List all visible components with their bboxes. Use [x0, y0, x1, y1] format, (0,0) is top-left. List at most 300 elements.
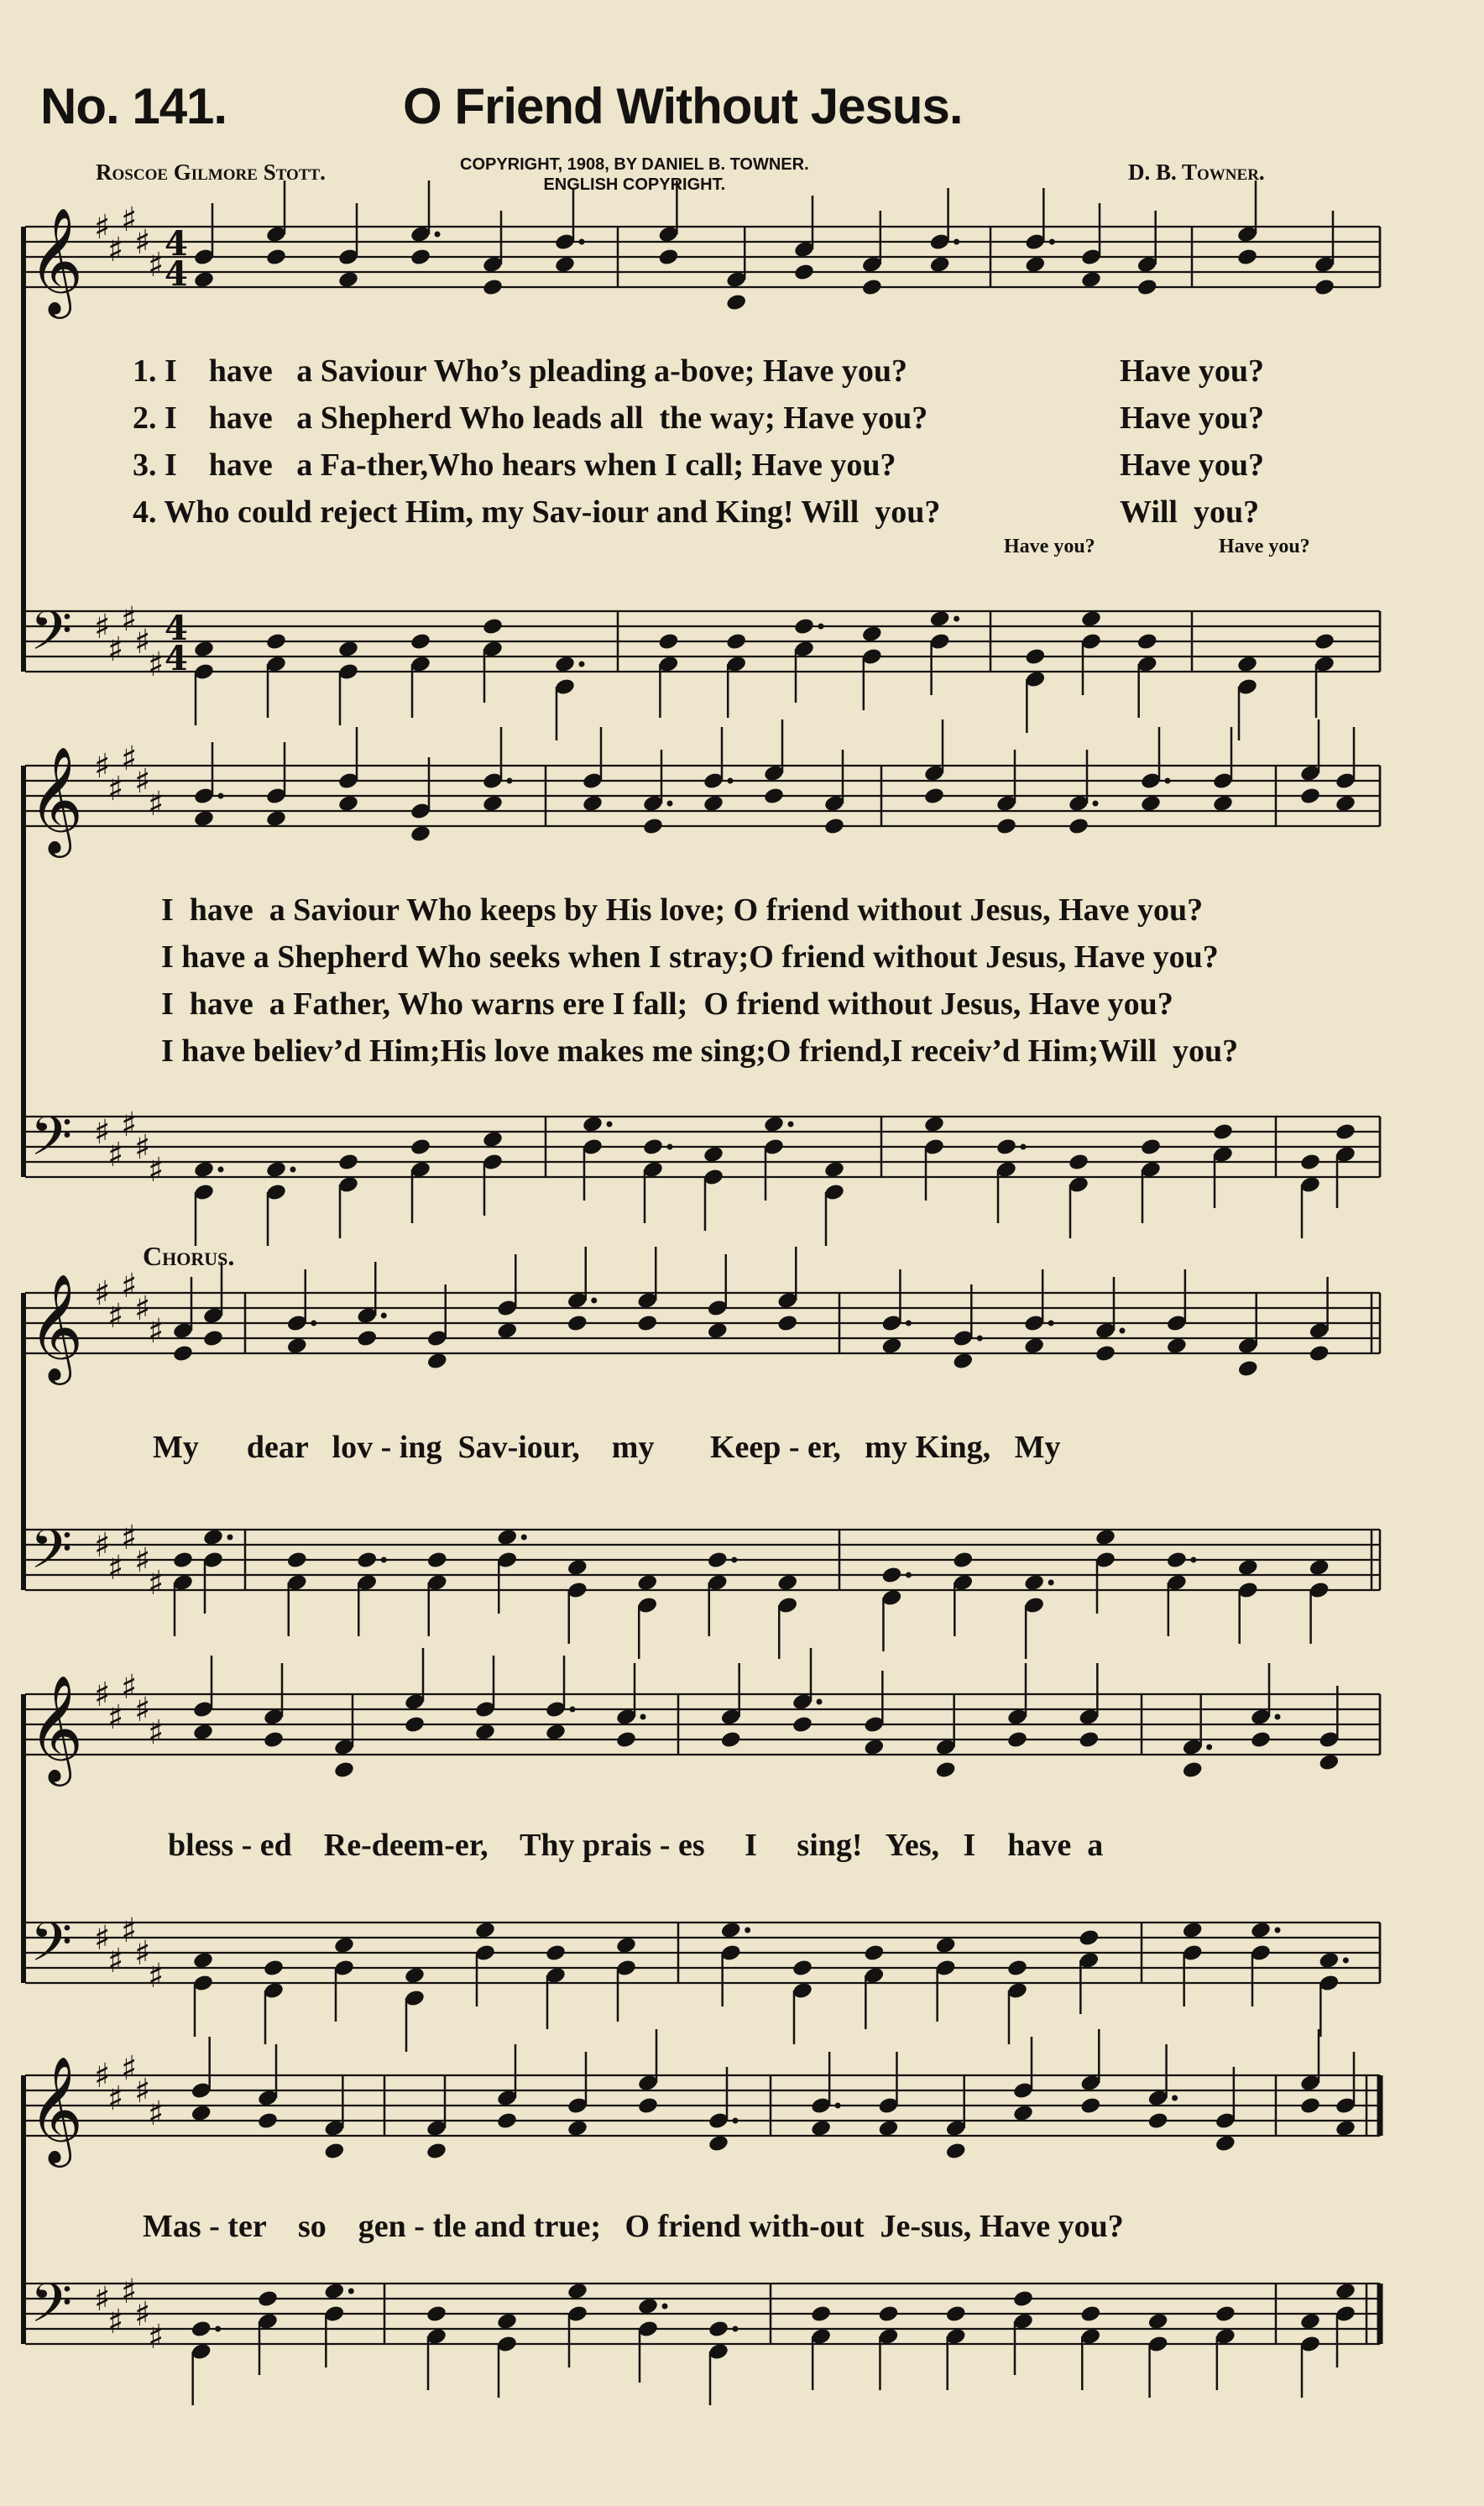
note-head [703, 794, 724, 814]
note-head [863, 1738, 885, 1757]
sharp-icon: ♯ [121, 1519, 138, 1557]
note-head [554, 655, 576, 674]
sharp-icon: ♯ [148, 2318, 165, 2357]
note-head [1299, 1153, 1321, 1172]
note-head [482, 617, 504, 636]
note-head [1299, 2312, 1321, 2331]
sharp-icon: ♯ [107, 2080, 124, 2118]
note-head [191, 2320, 212, 2339]
note-head [637, 2297, 659, 2316]
note-head [1250, 1730, 1272, 1750]
note-head [337, 270, 359, 290]
dot [215, 2326, 221, 2332]
sharp-icon: ♯ [148, 1713, 165, 1752]
dot [1172, 2095, 1178, 2101]
note-head [1079, 2305, 1101, 2324]
verse-4-line-b: I have believ’d Him;His love makes me sing;O friend,I receiv’d Him;Will you? [161, 1033, 1239, 1069]
note-head [1080, 609, 1102, 629]
dot [521, 1535, 527, 1541]
note-head [776, 1314, 798, 1333]
hymn-number: No. 141. [40, 78, 227, 134]
note-head [202, 1528, 224, 1547]
sharp-icon: ♯ [107, 1942, 124, 1980]
note-head [1095, 1528, 1116, 1547]
note-head [793, 617, 815, 636]
sharp-icon: ♯ [94, 608, 111, 646]
note-head [410, 632, 431, 651]
dot [1206, 1745, 1212, 1750]
verse-2-line-a: 2. I have a Shepherd Who leads all the way; Have you? [133, 400, 928, 436]
note-head [703, 1145, 724, 1164]
note-head [337, 640, 359, 659]
time-signature-bottom: 4 [165, 254, 188, 294]
note-head [337, 794, 359, 814]
verse-3-line-b: I have a Father, Who warns ere I fall; O friend without Jesus, Have you? [161, 986, 1173, 1022]
note-head [720, 1921, 742, 1940]
dot [906, 1321, 912, 1326]
dot [435, 232, 441, 238]
note-head [792, 1715, 813, 1734]
note-head [567, 1558, 588, 1577]
bass-clef-icon: 𝄢 [30, 1106, 73, 1181]
verse-4-line-a: 4. Who could reject Him, my Sav-iour and King! Will you? [133, 494, 941, 530]
sharp-icon: ♯ [107, 231, 124, 269]
note-head [1068, 1153, 1089, 1172]
note-head [823, 1160, 845, 1180]
sharp-icon: ♯ [107, 770, 124, 808]
time-signature-top: 4 [165, 609, 188, 648]
note-head [708, 2134, 729, 2153]
sharp-icon: ♯ [148, 785, 165, 824]
note-head [776, 1573, 798, 1593]
note-head [995, 1138, 1017, 1157]
verse-1-tail: Have you? [1120, 353, 1265, 389]
dot [1049, 239, 1055, 245]
note-head [337, 1153, 359, 1172]
dot [381, 1313, 387, 1319]
dot [1165, 778, 1171, 784]
note-head [1140, 794, 1162, 814]
note-head [636, 1573, 658, 1593]
note-head [323, 2282, 345, 2301]
note-head [257, 2289, 279, 2309]
note-head [482, 1130, 504, 1149]
note-head [265, 1160, 287, 1180]
note-head [1314, 632, 1335, 651]
note-head [1068, 817, 1089, 836]
note-head [333, 1936, 355, 1955]
note-head [1080, 270, 1102, 290]
note-head [474, 1921, 496, 1940]
dot [906, 1572, 912, 1578]
note-head [1006, 1730, 1028, 1750]
note-head [1299, 787, 1321, 806]
sharp-icon: ♯ [148, 1312, 165, 1351]
sharp-icon: ♯ [134, 1934, 151, 1973]
note-head [263, 1730, 285, 1750]
note-head [1078, 1928, 1100, 1948]
note-head [482, 278, 504, 297]
note-head [1182, 1760, 1204, 1780]
note-head [1335, 2119, 1356, 2138]
dot [835, 2103, 841, 2109]
note-head [202, 1329, 224, 1348]
dot [591, 1298, 597, 1304]
note-head [257, 2111, 279, 2131]
dot [381, 1557, 387, 1563]
note-head [1182, 1921, 1204, 1940]
note-head [426, 1551, 448, 1570]
note-head [172, 1344, 194, 1363]
note-head [793, 263, 815, 282]
sharp-icon: ♯ [121, 1668, 138, 1707]
note-head [1215, 2305, 1236, 2324]
note-head [265, 248, 287, 267]
note-head [1237, 1558, 1259, 1577]
dot [1275, 1928, 1281, 1933]
note-head [636, 1314, 658, 1333]
dot [954, 239, 959, 245]
note-head [356, 1329, 378, 1348]
note-head [1095, 1344, 1116, 1363]
author-credit: Roscoe Gilmore Stott. [96, 160, 326, 185]
note-head [1147, 2111, 1168, 2131]
dot [1093, 801, 1099, 807]
note-head [193, 640, 215, 659]
note-head [193, 270, 215, 290]
note-head [810, 2119, 832, 2138]
note-head [945, 2142, 967, 2161]
note-head [995, 817, 1017, 836]
note-head [880, 1337, 902, 1356]
verse-3-line-a: 3. I have a Fa-ther,Who hears when I call; Have you? [133, 447, 896, 483]
note-head [1137, 278, 1158, 297]
dot [218, 1167, 224, 1173]
note-head [952, 1551, 974, 1570]
sharp-icon: ♯ [134, 223, 151, 262]
note-head [286, 1337, 308, 1356]
note-head [1012, 2104, 1034, 2123]
sharp-icon: ♯ [94, 747, 111, 786]
verse-2-tail: Have you? [1120, 400, 1265, 436]
chorus-label: Chorus. [143, 1241, 235, 1271]
chorus-line-1: My dear lov - ing Sav-iour, my Keep - er, my King, My [153, 1430, 1061, 1465]
bass-clef-icon: 𝄢 [30, 600, 73, 676]
note-head [545, 1944, 567, 1963]
dot [1343, 1958, 1349, 1964]
dot [745, 1928, 750, 1933]
note-head [1335, 794, 1356, 814]
note-head [582, 794, 604, 814]
note-head [1078, 1730, 1100, 1750]
dot [1048, 1580, 1054, 1586]
note-head [496, 1528, 518, 1547]
treble-clef-icon: 𝄞 [29, 207, 84, 314]
note-head [637, 2096, 659, 2116]
dot [311, 1321, 316, 1326]
dot [667, 1144, 673, 1150]
dot [662, 2304, 668, 2310]
sharp-icon: ♯ [94, 1526, 111, 1565]
sharp-icon: ♯ [94, 1919, 111, 1958]
sharp-icon: ♯ [148, 1564, 165, 1603]
sharp-icon: ♯ [121, 1912, 138, 1950]
note-head [952, 1352, 974, 1371]
note-head [725, 632, 747, 651]
dot [1190, 1557, 1196, 1563]
dot [579, 662, 585, 667]
sharp-icon: ♯ [94, 208, 111, 247]
sharp-icon: ♯ [94, 1676, 111, 1714]
note-head [1006, 1959, 1028, 1978]
sharp-icon: ♯ [121, 2273, 138, 2311]
note-head [935, 1760, 957, 1780]
treble-clef-icon: 𝄞 [29, 2055, 84, 2163]
sharp-icon: ♯ [94, 2057, 111, 2095]
sharp-icon: ♯ [134, 2295, 151, 2334]
note-head [496, 1321, 518, 1341]
note-head [1166, 1337, 1188, 1356]
note-head [496, 2312, 518, 2331]
note-head [193, 1160, 215, 1180]
note-head [582, 1115, 604, 1134]
dot [818, 624, 824, 630]
dot [954, 616, 959, 622]
verse-4-tail: Will you? [1120, 494, 1260, 530]
note-head [1335, 2282, 1356, 2301]
dot [640, 1714, 646, 1720]
chorus-line-3: Mas - ter so gen - tle and true; O friend with-out Je-sus, Have you? [143, 2209, 1124, 2244]
copyright-line-2: ENGLISH COPYRIGHT. [543, 175, 726, 194]
note-head [1023, 1573, 1045, 1593]
note-head [172, 1551, 194, 1570]
note-head [880, 1566, 902, 1585]
note-head [1212, 1122, 1234, 1142]
note-head [657, 248, 679, 267]
composer-credit: D. B. Towner. [1128, 160, 1265, 185]
sharp-icon: ♯ [148, 1957, 165, 1996]
time-signature-top: 4 [165, 224, 188, 264]
note-head [265, 809, 287, 829]
verse-3-tail: Have you? [1120, 447, 1265, 483]
note-head [426, 2142, 447, 2161]
note-head [861, 625, 883, 644]
dot [733, 2326, 739, 2332]
note-head [496, 2111, 518, 2131]
note-head [861, 278, 883, 297]
treble-clef-icon: 𝄞 [29, 746, 84, 853]
dot [607, 1122, 613, 1127]
dot [507, 778, 513, 784]
note-head [642, 817, 664, 836]
note-head [923, 787, 945, 806]
sharp-icon: ♯ [134, 623, 151, 662]
note-head [642, 1138, 664, 1157]
dot [728, 778, 734, 784]
sharp-icon: ♯ [107, 1297, 124, 1336]
sharp-icon: ♯ [107, 1136, 124, 1175]
note-head [935, 1936, 957, 1955]
note-head [923, 1115, 945, 1134]
sharp-icon: ♯ [94, 1113, 111, 1152]
sharp-icon: ♯ [134, 1290, 151, 1328]
dot [579, 239, 585, 245]
note-head [823, 817, 845, 836]
note-head [404, 1715, 426, 1734]
note-head [567, 2282, 588, 2301]
sharp-icon: ♯ [134, 1691, 151, 1729]
note-head [1308, 1344, 1330, 1363]
note-head [567, 2119, 588, 2138]
verse-1-line-a: 1. I have a Saviour Who’s pleading a-bove; Have you? [133, 353, 908, 389]
dot [570, 1707, 576, 1713]
treble-clef-icon: 𝄞 [29, 1273, 84, 1380]
note-head [1314, 278, 1335, 297]
note-head [720, 1730, 742, 1750]
dot [667, 801, 673, 807]
note-head [192, 1723, 214, 1742]
note-head [657, 632, 679, 651]
sharp-icon: ♯ [94, 2280, 111, 2319]
note-head [1318, 1951, 1340, 1970]
note-head [356, 1551, 378, 1570]
note-head [792, 1959, 813, 1978]
note-head [615, 1936, 637, 1955]
sharp-icon: ♯ [107, 630, 124, 669]
treble-clef-icon: 𝄞 [29, 1674, 84, 1781]
note-head [1024, 255, 1046, 275]
note-head [1023, 1337, 1045, 1356]
note-head [1335, 1122, 1356, 1142]
note-head [1212, 794, 1234, 814]
dot [1120, 1328, 1126, 1334]
note-head [1012, 2289, 1034, 2309]
dot [348, 2289, 354, 2294]
note-head [725, 293, 747, 312]
note-head [877, 2119, 899, 2138]
sharp-icon: ♯ [148, 646, 165, 684]
dot [1048, 1321, 1054, 1326]
note-head [1079, 2096, 1101, 2116]
note-head [333, 1760, 355, 1780]
sharp-icon: ♯ [121, 201, 138, 239]
note-head [410, 824, 431, 844]
note-head [1308, 1558, 1330, 1577]
note-head [426, 2305, 447, 2324]
dot [731, 1557, 737, 1563]
note-head [1166, 1551, 1188, 1570]
sharp-icon: ♯ [121, 600, 138, 639]
note-head [545, 1723, 567, 1742]
note-head [263, 1959, 285, 1978]
copyright-line-1: COPYRIGHT, 1908, BY DANIEL B. TOWNER. [460, 155, 809, 174]
dot [290, 1167, 296, 1173]
verse-2-line-b: I have a Shepherd Who seeks when I stray;O friend without Jesus, Have you? [161, 939, 1219, 975]
note-head [554, 255, 576, 275]
note-head [1147, 2312, 1168, 2331]
dot [1275, 1714, 1281, 1720]
bass-echo-1: Have you? [1004, 536, 1095, 557]
note-head [1236, 248, 1258, 267]
note-head [877, 2305, 899, 2324]
note-head [1215, 2134, 1236, 2153]
sharp-icon: ♯ [121, 1267, 138, 1305]
sharp-icon: ♯ [107, 2303, 124, 2341]
sharp-icon: ♯ [107, 1549, 124, 1588]
note-head [191, 2104, 212, 2123]
dot [733, 2118, 739, 2124]
sharp-icon: ♯ [134, 2072, 151, 2111]
sharp-icon: ♯ [134, 762, 151, 801]
note-head [426, 1352, 448, 1371]
note-head [707, 1321, 729, 1341]
note-head [1024, 647, 1046, 667]
dot [817, 1699, 823, 1705]
note-head [1318, 1753, 1340, 1772]
note-head [193, 809, 215, 829]
note-head [474, 1723, 496, 1742]
dot [227, 1535, 233, 1541]
bass-clef-icon: 𝄢 [30, 1519, 73, 1594]
note-head [1140, 1138, 1162, 1157]
bass-echo-2: Have you? [1219, 536, 1310, 557]
bass-clef-icon: 𝄢 [30, 2273, 73, 2348]
sharp-icon: ♯ [121, 2049, 138, 2088]
sharp-icon: ♯ [148, 246, 165, 285]
note-head [763, 787, 785, 806]
time-signature-bottom: 4 [165, 639, 188, 678]
note-head [482, 794, 504, 814]
note-head [863, 1944, 885, 1963]
dot [1021, 1144, 1027, 1150]
dot [218, 793, 224, 799]
note-head [265, 632, 287, 651]
note-head [567, 1314, 588, 1333]
note-head [945, 2305, 967, 2324]
sharp-icon: ♯ [94, 1274, 111, 1313]
note-head [323, 2142, 345, 2161]
note-head [1237, 1359, 1259, 1379]
note-head [707, 1551, 729, 1570]
note-head [1299, 2096, 1321, 2116]
sharp-icon: ♯ [121, 740, 138, 778]
note-head [708, 2320, 729, 2339]
note-head [615, 1730, 637, 1750]
chorus-line-2: bless - ed Re-deem-er, Thy prais - es I sing! Yes, I have a [168, 1828, 1104, 1863]
sharp-icon: ♯ [134, 1128, 151, 1167]
sharp-icon: ♯ [134, 1541, 151, 1580]
sharp-icon: ♯ [148, 1151, 165, 1190]
note-head [192, 1951, 214, 1970]
note-head [1137, 632, 1158, 651]
note-head [810, 2305, 832, 2324]
note-head [404, 1966, 426, 1985]
bass-clef-icon: 𝄢 [30, 1912, 73, 1987]
note-head [1250, 1921, 1272, 1940]
note-head [763, 1115, 785, 1134]
note-head [929, 609, 951, 629]
note-head [410, 1138, 431, 1157]
note-head [410, 248, 431, 267]
note-head [1236, 655, 1258, 674]
dot [788, 1122, 794, 1127]
sharp-icon: ♯ [121, 1106, 138, 1144]
dot [977, 1336, 983, 1342]
sharp-icon: ♯ [148, 2095, 165, 2133]
verse-1-line-b: I have a Saviour Who keeps by His love; O friend without Jesus, Have you? [161, 892, 1204, 928]
hymn-title: O Friend Without Jesus. [403, 78, 963, 134]
note-head [286, 1551, 308, 1570]
